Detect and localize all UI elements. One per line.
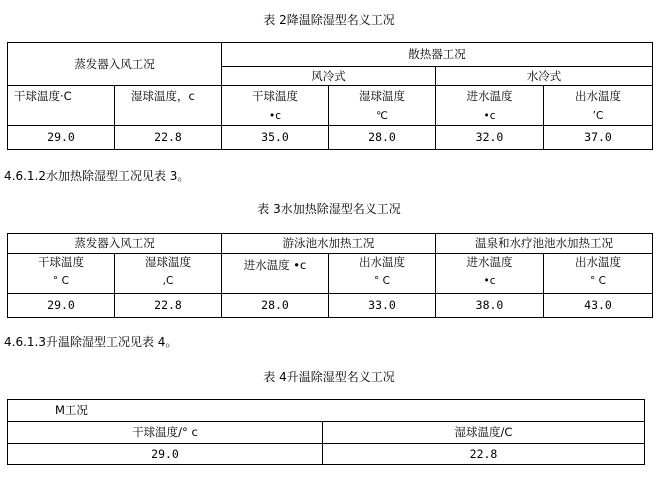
table2-col-air-wet [329, 86, 436, 126]
table2-col-air-wet-unit: ℃ [376, 110, 388, 122]
table4 [7, 399, 645, 465]
table3-col-wet-bulb-label: 湿球温度 [145, 255, 191, 269]
table2-col-outlet-label: 出水温度 [575, 89, 621, 103]
table2-value-cell: 32.0 [436, 126, 544, 150]
table2-col-outlet [544, 86, 653, 126]
table3-col-spa-outlet-unit: ° C [590, 275, 606, 287]
table2-col-air-wet-label: 湿球温度 [359, 89, 405, 103]
paragraph-4-6-1-2: 4.6.1.2水加热除湿型工况见表 3。 [4, 169, 190, 183]
table4-col-wet-bulb: 湿球温度/C [323, 422, 645, 444]
table3-col-wet-bulb-unit: ,C [162, 275, 174, 287]
table3-col-dry-bulb-label: 干球温度 [38, 255, 84, 269]
table3-value-cell: 38.0 [436, 294, 544, 318]
table3-value-cell: 28.0 [222, 294, 329, 318]
table3-col-pool-outlet-label: 出水温度 [359, 255, 405, 269]
table2-col-dry-bulb: 干球温度·C [8, 86, 115, 126]
table2-col-inlet-unit: •c [483, 110, 496, 122]
table3-col-pool-outlet [329, 254, 436, 294]
table3-col-spa-outlet-label: 出水温度 [575, 255, 621, 269]
table3-value-cell: 29.0 [8, 294, 115, 318]
table2-value-cell: 35.0 [222, 126, 329, 150]
table2-evap-header: 蒸发器入风工况 [8, 43, 222, 86]
table2-air-header: 风冷式 [222, 67, 436, 86]
table3-col-wet-bulb [115, 254, 222, 294]
table3-value-cell: 33.0 [329, 294, 436, 318]
table3 [7, 233, 653, 318]
table3-col-spa-inlet-unit: •c [483, 275, 496, 287]
table3-title: 表 3水加热除湿型名义工况 [257, 202, 401, 216]
table3-col-pool-inlet: 进水温度 •c [222, 254, 329, 294]
table2-value-cell: 28.0 [329, 126, 436, 150]
table3-col-spa-outlet [544, 254, 653, 294]
table2-heat-header: 散热器工况 [222, 43, 653, 67]
table4-value-cell: 29.0 [8, 444, 323, 465]
table2-col-air-dry [222, 86, 329, 126]
table4-header: M工况 [8, 400, 645, 422]
table3-spa-header: 温泉和水疗池池水加热工况 [436, 234, 653, 254]
table2-col-inlet-label: 进水温度 [466, 89, 513, 103]
table2 [7, 42, 653, 150]
table4-col-dry-bulb: 干球温度/° c [8, 422, 323, 444]
table3-evap-header: 蒸发器入风工况 [8, 234, 222, 254]
table3-pool-header: 游泳池水加热工况 [222, 234, 436, 254]
table2-col-air-dry-unit: •c [269, 110, 281, 122]
table3-value-cell: 43.0 [544, 294, 653, 318]
table2-title: 表 2降温除湿型名义工况 [263, 13, 395, 27]
table2-col-air-dry-label: 干球温度 [252, 89, 298, 103]
table3-col-pool-outlet-unit: ° C [374, 275, 390, 287]
table3-col-spa-inlet-label: 进水温度 [466, 255, 513, 269]
table3-col-dry-bulb-unit: ° C [53, 275, 69, 287]
table4-title: 表 4升温除湿型名义工况 [263, 370, 395, 384]
table3-value-cell: 22.8 [115, 294, 222, 318]
table2-col-wet-bulb: 湿球温度，c [115, 86, 222, 126]
table3-col-dry-bulb [8, 254, 115, 294]
table2-value-cell: 22.8 [115, 126, 222, 150]
table2-water-header: 水冷式 [436, 67, 653, 86]
table4-value-cell: 22.8 [323, 444, 645, 465]
table2-value-cell: 29.0 [8, 126, 115, 150]
table2-col-outlet-unit: ’C [592, 110, 604, 122]
table2-col-inlet [436, 86, 544, 126]
paragraph-4-6-1-3: 4.6.1.3升温除湿型工况见表 4。 [4, 335, 178, 349]
table3-col-spa-inlet [436, 254, 544, 294]
table2-value-cell: 37.0 [544, 126, 653, 150]
